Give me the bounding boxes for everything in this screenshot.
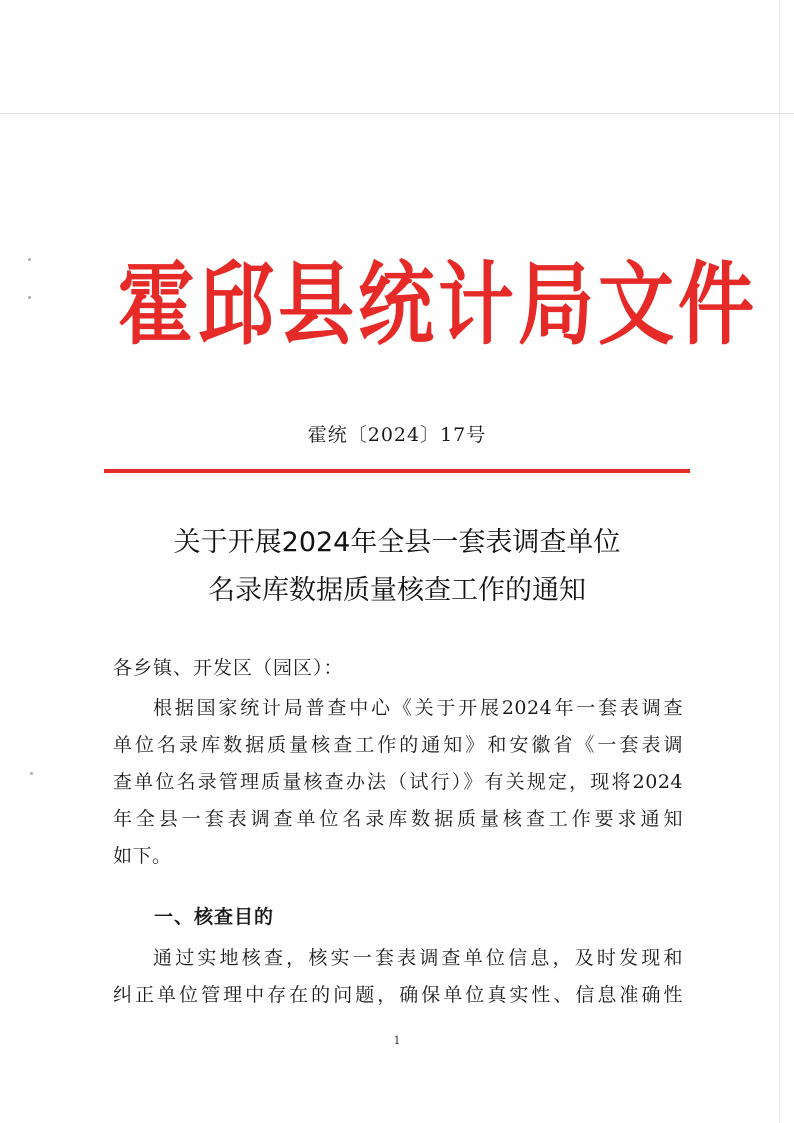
salutation: 各乡镇、开发区（园区）： <box>113 657 344 679</box>
intro-paragraph <box>113 690 683 875</box>
intro-line: 查单位名录管理质量核查办法（试行）》有关规定，现将2024 <box>113 771 683 793</box>
agency-header-title: 霍邱县统计局文件 <box>118 251 758 357</box>
scan-speck <box>28 296 31 299</box>
intro-line: 如下。 <box>113 845 172 867</box>
section-paragraph <box>113 940 683 1014</box>
document-number: 霍统〔2024〕17号 <box>307 424 487 446</box>
intro-line: 年全县一套表调查单位名录库数据质量核查工作要求通知 <box>113 808 683 830</box>
notice-title <box>0 519 794 615</box>
intro-line: 根据国家统计局普查中心《关于开展2024年一套表调查 <box>153 697 683 719</box>
section-line: 通过实地核查，核实一套表调查单位信息，及时发现和 <box>153 947 683 969</box>
section-heading: 一、核查目的 <box>154 906 275 928</box>
notice-title-line-2: 名录库数据质量核查工作的通知 <box>208 575 586 606</box>
page-number: 1 <box>393 1034 401 1047</box>
red-separator-line <box>104 469 690 473</box>
section-line: 纠正单位管理中存在的问题，确保单位真实性、信息准确性 <box>113 984 683 1006</box>
scan-speck <box>28 258 31 261</box>
notice-title-line-1: 关于开展2024年全县一套表调查单位 <box>173 527 621 558</box>
intro-line: 单位名录库数据质量核查工作的通知》和安徽省《一套表调 <box>113 734 683 756</box>
scan-speck <box>30 772 33 775</box>
scan-edge-line <box>0 113 794 114</box>
